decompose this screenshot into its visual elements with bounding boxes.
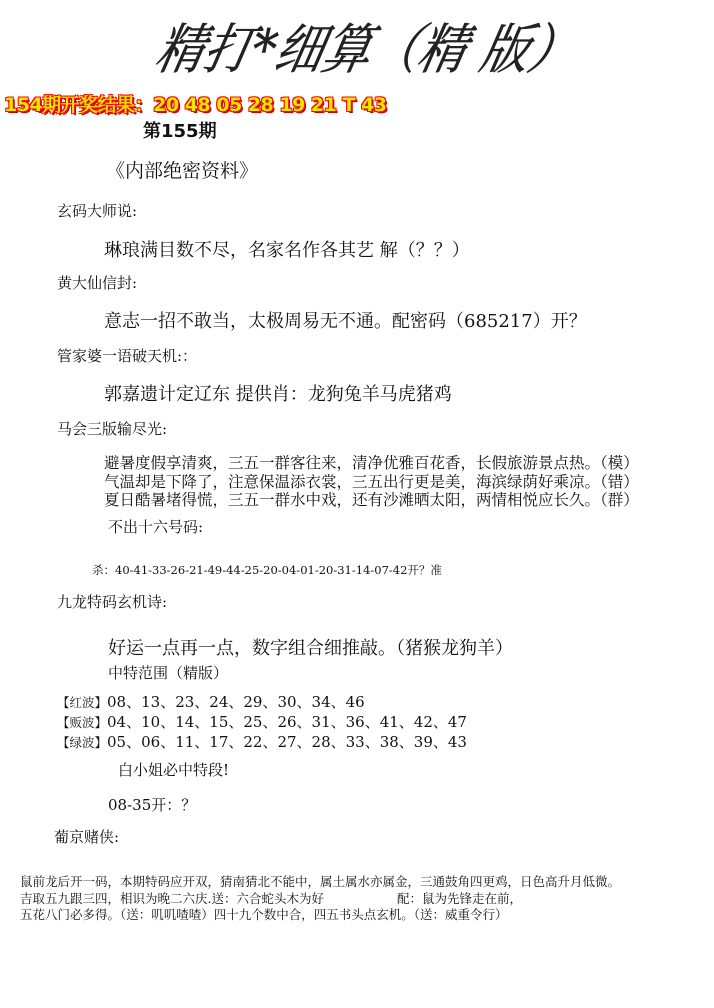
footer-line-2a: 吉取五九跟三四，相识为晚二六庆.送：六合蛇头木为好 [20, 891, 324, 906]
mahui-poem-line-3: 夏日酷暑堵得慌，三五一群水中戏，还有沙滩晒太阳，两情相悦应长久。（群） [104, 491, 639, 509]
section-heading: 《内部绝密资料》 [106, 160, 259, 182]
green-wave-tag: 【绿波】 [57, 735, 108, 750]
range-blue-row [57, 711, 467, 732]
blue-wave-numbers: 04、10、14、15、25、26、31、36、41、42、47 [107, 713, 467, 731]
title-banner [150, 8, 641, 96]
red-wave-tag: 【红波】 [57, 695, 108, 710]
footer-line-1: 鼠前龙后开一码，本期特码应开双，猜南猜北不能中，属土属水亦属金，三通鼓角四更鸡，日色高升月低微。 [20, 874, 621, 889]
guanjia-label: 管家婆一语破天机:： [57, 347, 198, 365]
baixiaojie-text: 白小姐必中特段! [118, 761, 230, 779]
blue-wave-tag: 【贩波】 [57, 715, 108, 730]
range-green-row [57, 731, 467, 752]
master-label: 玄码大师说: [57, 202, 138, 220]
green-wave-numbers: 05、06、11、17、22、27、28、33、38、39、43 [107, 733, 467, 751]
range-open-text: 08-35开：？ [108, 796, 197, 814]
xian-label: 黄大仙信封: [57, 274, 138, 292]
mahui-poem-line-2: 气温却是下降了，注意保温添衣裳，三五出行更是美，海滨绿荫好乘凉。（错） [104, 473, 639, 491]
mahui-poem-line-1: 避暑度假享清爽，三五一群客往来，清净优雅百花香，长假旅游景点热。（模） [104, 454, 639, 472]
guanjia-text: 郭嘉遗计定辽东 提供肖：龙狗兔羊马虎猪鸡 [104, 384, 452, 405]
range-title: 中特范围（精版） [108, 664, 229, 682]
footer-line-3: 五花八门必多得。（送：叽叽喳喳）四十九个数中合，四五书头点玄机。（送：威重令行） [20, 907, 508, 922]
no16-label: 不出十六号码: [108, 518, 204, 536]
xian-text: 意志一招不敢当，太极周易无不通。配密码（685217）开？ [104, 311, 587, 332]
kill-numbers: 杀：40-41-33-26-21-49-44-25-20-04-01-20-31-14-07-42开？准 [92, 563, 442, 577]
jiulong-text: 好运一点再一点，数字组合细推敲。（猪猴龙狗羊） [108, 638, 513, 659]
gambler-label: 葡京赌侠: [54, 828, 120, 846]
footer-line-2b: 配：鼠为先锋走在前， [397, 891, 523, 906]
last-result: 154期开奖结果：20 48 05 28 19 21 T 43 [4, 94, 387, 116]
jiulong-label: 九龙特码玄机诗: [57, 593, 168, 611]
mahui-label: 马会三版输尽光: [57, 420, 168, 438]
master-text: 琳琅满目数不尽，名家名作各其艺 解（？？） [104, 240, 470, 261]
range-red-row [57, 691, 365, 712]
banner-title: 精打*细算（精 版） [150, 17, 641, 81]
issue-number: 第155期 [143, 121, 217, 142]
red-wave-numbers: 08、13、23、24、29、30、34、46 [107, 693, 365, 711]
